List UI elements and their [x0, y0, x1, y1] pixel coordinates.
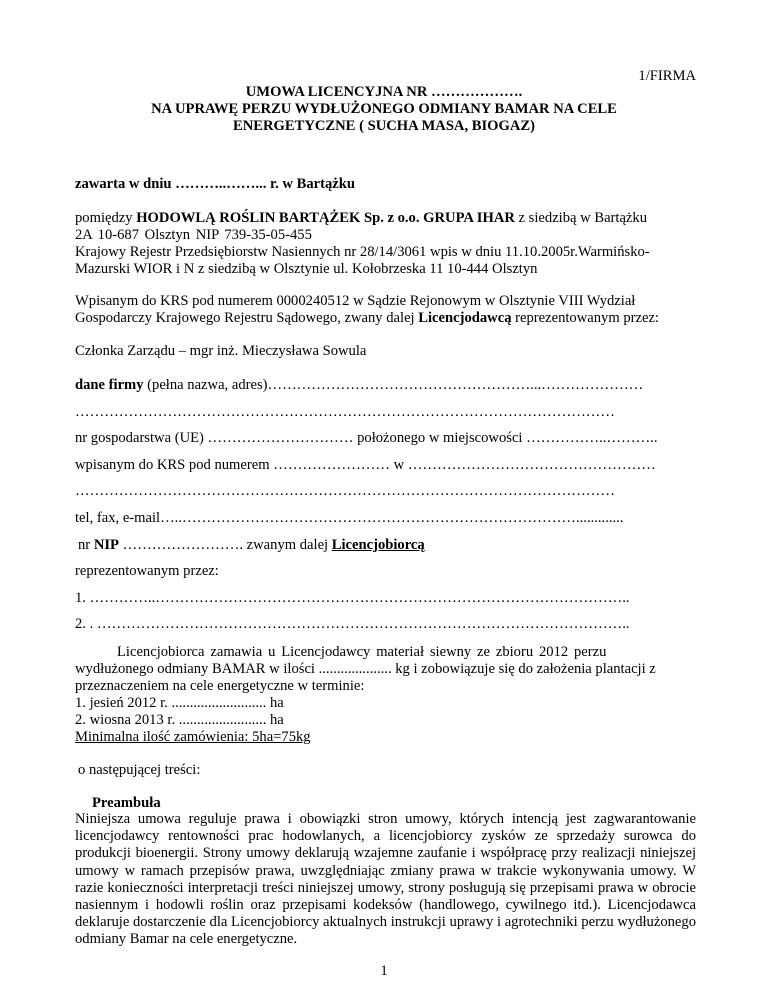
represented-by: reprezentowanym przez:	[75, 563, 219, 579]
title-line-2: NA UPRAWĘ PERZU WYDŁUŻONEGO ODMIANY BAMAR NA CELE	[151, 101, 617, 117]
nip-dots: ……………………. zwanym dalej	[118, 537, 332, 553]
krs-line-1: Wpisanym do KRS pod numerem 0000240512 w Sądzie Rejonowym w Olsztynie VIII Wydział	[75, 293, 636, 309]
order-line-3: przeznaczeniem na cele energetyczne w terminie:	[75, 678, 365, 694]
preamble-heading: Preambuła	[92, 795, 161, 811]
representative: Członka Zarządu – mgr inż. Mieczysława Sowula	[75, 343, 367, 359]
krs-line-2-suffix: reprezentowanym przez:	[511, 310, 659, 326]
licensee-term: Licencjobiorcą	[331, 537, 425, 553]
licensor-term: Licencjodawcą	[418, 310, 512, 326]
order-line-2: wydłużonego odmiany BAMAR w ilości .................... kg i zobowiązuje się do założenia plantacji z	[75, 661, 656, 677]
company-data-label: dane firmy	[75, 377, 144, 393]
licensee-representative-1[interactable]: 1. …………..……………………………………………………………………………………..	[75, 590, 630, 606]
between-suffix: z siedzibą w Bartążku	[514, 210, 648, 226]
minimum-order: Minimalna ilość zamówienia: 5ha=75kg	[75, 729, 311, 745]
title-line-3: ENERGETYCZNE ( SUCHA MASA, BIOGAZ)	[232, 118, 536, 134]
company-data-dots: (pełna nazwa, adres)………………………………………………...…………………	[143, 377, 644, 393]
farm-number-field[interactable]: nr gospodarstwa (UE) ………………………… położonego w miejscowości ……………..………..	[75, 430, 658, 446]
nip-prefix: nr	[78, 537, 94, 553]
register-line-2: Mazurski WIOR i N z siedzibą w Olsztynie ul. Kołobrzeska 11 10-444 Olsztyn	[75, 261, 538, 277]
order-autumn-2012[interactable]: 1. jesień 2012 r. .......................... ha	[75, 695, 284, 711]
company-data-field[interactable]	[75, 377, 643, 394]
licensee-representative-2[interactable]: 2. . ………………………………………………………………………………………………..	[75, 616, 630, 632]
nip-field[interactable]	[78, 537, 425, 554]
krs-line-2-text: Gospodarczy Krajowego Rejestru Sądowego, zwany dalej	[75, 310, 419, 326]
order-line-1: Licencjobiorca zamawia u Licencjodawcy materiał siewny ze zbioru 2012 perzu	[117, 644, 607, 660]
licensor-address: 2A 10-687 Olsztyn NIP 739-35-05-455	[75, 227, 312, 243]
order-spring-2013[interactable]: 2. wiosna 2013 r. ........................ ha	[75, 712, 284, 728]
register-line-1: Krajowy Rejestr Przedsiębiorstw Nasiennych nr 28/14/3061 wpis w dniu 11.10.2005r.Warmińsko-	[75, 244, 650, 260]
licensor-name: HODOWLĄ ROŚLIN BARTĄŻEK Sp. z o.o. GRUPA IHAR	[136, 210, 515, 226]
between-prefix: pomiędzy	[75, 210, 137, 226]
concluded-line: zawarta w dniu ………..……... r. w Bartążku	[75, 176, 355, 192]
nip-label: NIP	[93, 537, 119, 553]
title-line-1: UMOWA LICENCYJNA NR ……………….	[245, 84, 523, 100]
parties-line-1	[75, 210, 696, 227]
krs-number-field[interactable]: wpisanym do KRS pod numerem …………………… w ……………………………………………	[75, 457, 656, 473]
page-number: 1	[380, 963, 388, 979]
document-code: 1/FIRMA	[638, 68, 696, 84]
krs-continuation[interactable]: …………………………………………………………………………………………………	[75, 483, 615, 499]
company-data-continuation[interactable]: …………………………………………………………………………………………………	[75, 404, 615, 420]
contact-field[interactable]: tel, fax, e-mail…..……………………………………………………………………….............	[75, 510, 624, 526]
krs-line-2	[75, 310, 659, 327]
content-intro: o następującej treści:	[78, 762, 201, 778]
preamble-text: Niniejsza umowa reguluje prawa i obowiązki stron umowy, których intencją jest zagwarantowanie licencjodawcy rentowności prac hodowlanych, a licencjobiorcy zysków ze sprzedaży surowca do produkcji bioenergii. Strony umowy deklarują wzajemne zaufanie i współpracę przy realizacji niniejszej umowy w ramach przepisów prawa, uwzględniając zmiany prawa w trakcie wykonywania umowy. W razie konieczności interpretacji treści niniejszej umowy, strony posługują się przepisami prawa w obrocie nasiennym i hodowli roślin oraz przepisami kodeksów (handlowego, cywilnego itd.). Licencjodawca deklaruje dostarczenie dla Licencjobiorcy aktualnych instrukcji uprawy i agrotechniki perzu wydłużonego odmiany Bamar na cele energetyczne.	[75, 811, 696, 948]
